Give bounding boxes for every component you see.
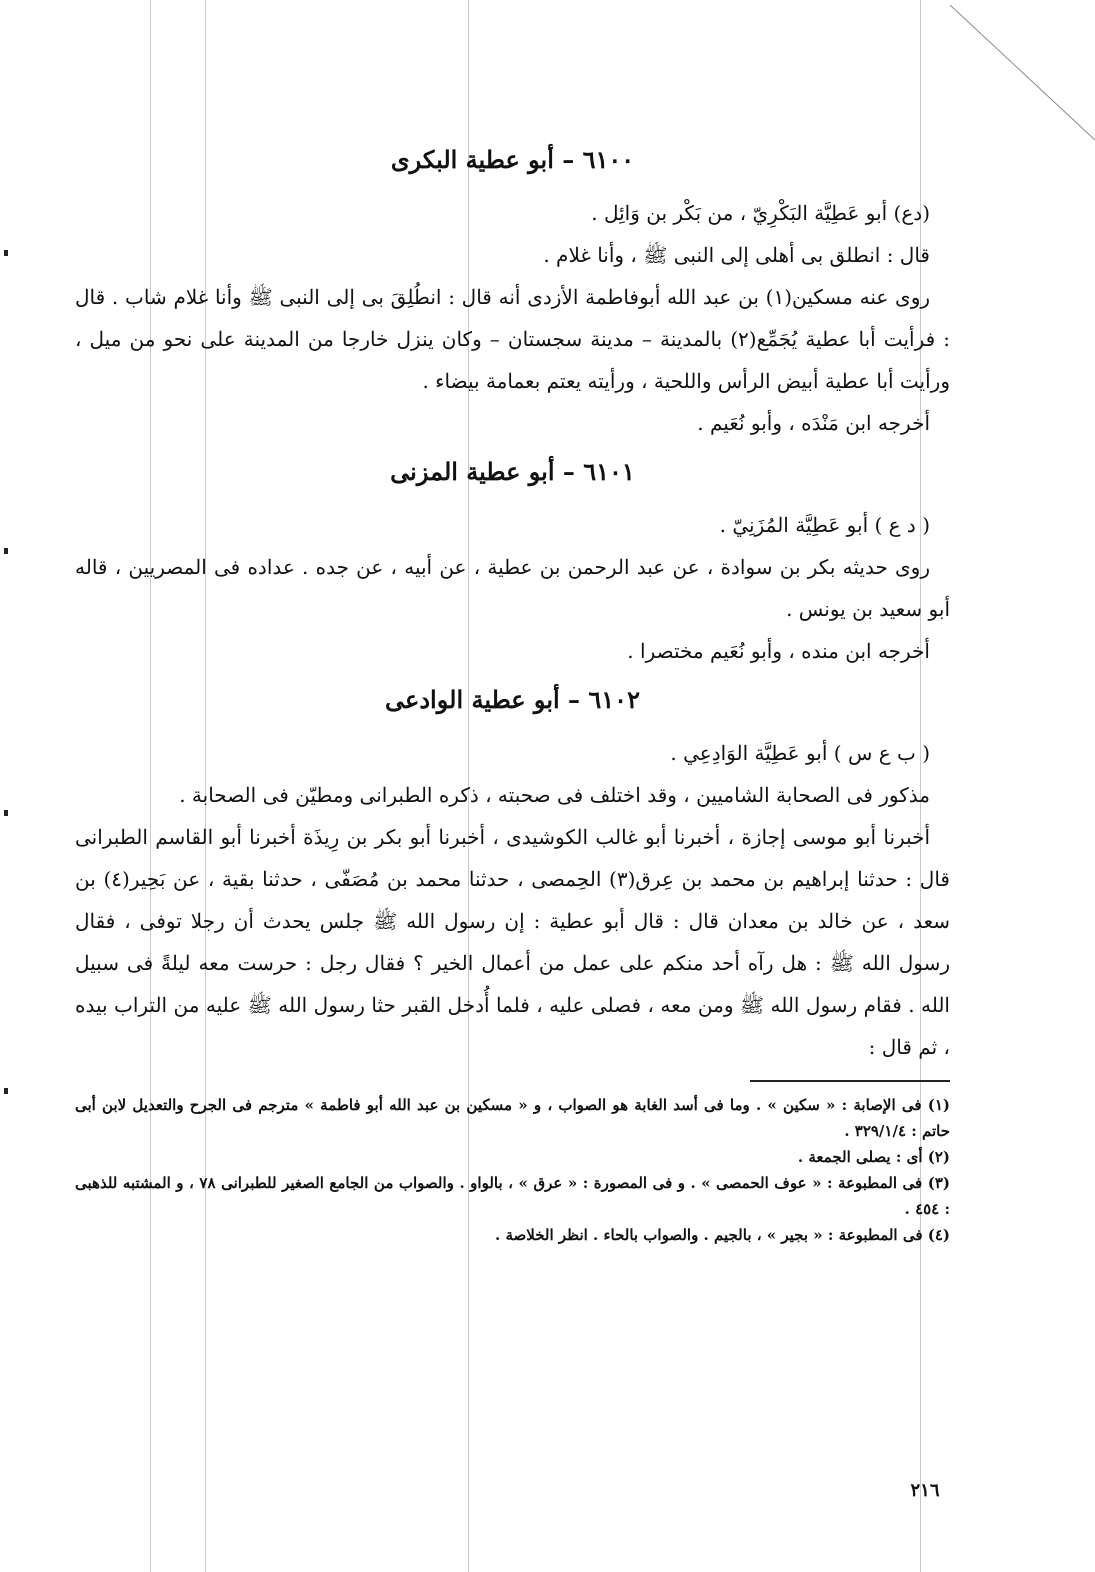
- footnote-rule: [750, 1080, 950, 1082]
- footnote: (٢) أى : يصلى الجمعة .: [797, 1148, 950, 1166]
- entry-heading: ٦١٠٠ – أبو عطية البكرى: [390, 145, 635, 174]
- page-number: ٢١٦: [910, 1480, 940, 1501]
- entry-text: قال : انطلق بى أهلى إلى النبى ﷺ ، وأنا غلام .: [543, 243, 930, 267]
- entry-text: روى حديثه بكر بن سوادة ، عن عبد الرحمن بن عطية ، عن أبيه ، عن جده . عداده فى المصريين ، قاله أبو سعيد بن يونس .: [75, 555, 950, 621]
- page-corner-crease: [945, 0, 1095, 150]
- entry-text: ( د ع ) أبو عَطِيَّة المُزَنِيّ .: [719, 513, 930, 537]
- entry-text: أخبرنا أبو موسى إجازة ، أخبرنا أبو غالب الكوشيدى ، أخبرنا أبو بكر بن رِيذَة أخبرنا أبو القاسم الطبرانى قال : حدثنا إبراهيم بن محمد بن عِرق(٣) الحِمصى ، حدثنا محمد بن مُصَفّى ، حدثنا بقية ، عن بَحِير(٤) بن سعد ، عن خالد بن معدان قال : قال أبو عطية : إن رسول الله ﷺ جلس يحدث أن رجلا توفى ، فقال رسول الله ﷺ : هل رآه أحد منكم على عمل من أعمال الخير ؟ فقال رجل : حرست معه ليلةً فى سبيل الله . فقام رسول الله ﷺ ومن معه ، فصلى عليه ، فلما أُدخل القبر حثا رسول الله ﷺ عليه من التراب بيده ، ثم قال :: [75, 825, 950, 1059]
- entry-6101: [75, 452, 950, 672]
- page-body: [75, 140, 950, 1248]
- spacer: [75, 444, 950, 452]
- entry-text: روى عنه مسكين(١) بن عبد الله أبوفاطمة الأزدى أنه قال : انطُلِقَ بى إلى النبى ﷺ وأنا غلام شاب . قال : فرأيت أبا عطية يُجَمِّع(٢) بالمدينة – مدينة سجستان – وكان ينزل خارجا من المدينة على نحو من ميل ، ورأيت أبا عطية أبيض الرأس واللحية ، ورأيته يعتم بعمامة بيضاء .: [75, 285, 950, 393]
- entry-text: (دع) أبو عَطِيَّة البَكْرِيّ ، من بَكْر بن وَائِل .: [591, 201, 930, 225]
- footnote: (٤) فى المطبوعة : « بجير » ، بالجيم . والصواب بالحاء . انظر الخلاصة .: [495, 1226, 950, 1244]
- entry-text: ( ب ع س ) أبو عَطِيَّة الوَادِعِي .: [670, 741, 930, 765]
- entry-text: أخرجه ابن مَنْدَه ، وأبو نُعَيم .: [697, 411, 930, 435]
- footnote: (٣) فى المطبوعة : « عوف الحمصى » . و فى المصورة : « عرق » ، بالواو . والصواب من الجامع الصغير للطبرانى ٧٨ ، و المشتبه للذهبى : ٤٥٤ .: [75, 1174, 950, 1218]
- entry-6100: [75, 140, 950, 444]
- margin-mark: [4, 548, 8, 554]
- margin-mark: [4, 250, 8, 256]
- entry-heading: ٦١٠٢ – أبو عطية الوادعى: [385, 685, 640, 714]
- footnote: (١) فى الإصابة : « سكين » . وما فى أسد الغابة هو الصواب ، و « مسكين بن عبد الله أبو فاطمة » مترجم فى الجرح والتعديل لابن أبى حاتم : ٣٢٩/١/٤ .: [75, 1096, 950, 1140]
- margin-mark: [4, 810, 8, 816]
- spacer: [75, 672, 950, 680]
- footnotes: [75, 1092, 950, 1248]
- entry-6102: [75, 680, 950, 1068]
- margin-mark: [4, 1088, 8, 1094]
- entry-text: أخرجه ابن منده ، وأبو نُعَيم مختصرا .: [627, 639, 930, 663]
- entry-text: مذكور فى الصحابة الشاميين ، وقد اختلف فى صحبته ، ذكره الطبرانى ومطيّن فى الصحابة .: [179, 783, 930, 807]
- entry-heading: ٦١٠١ – أبو عطية المزنى: [390, 457, 635, 486]
